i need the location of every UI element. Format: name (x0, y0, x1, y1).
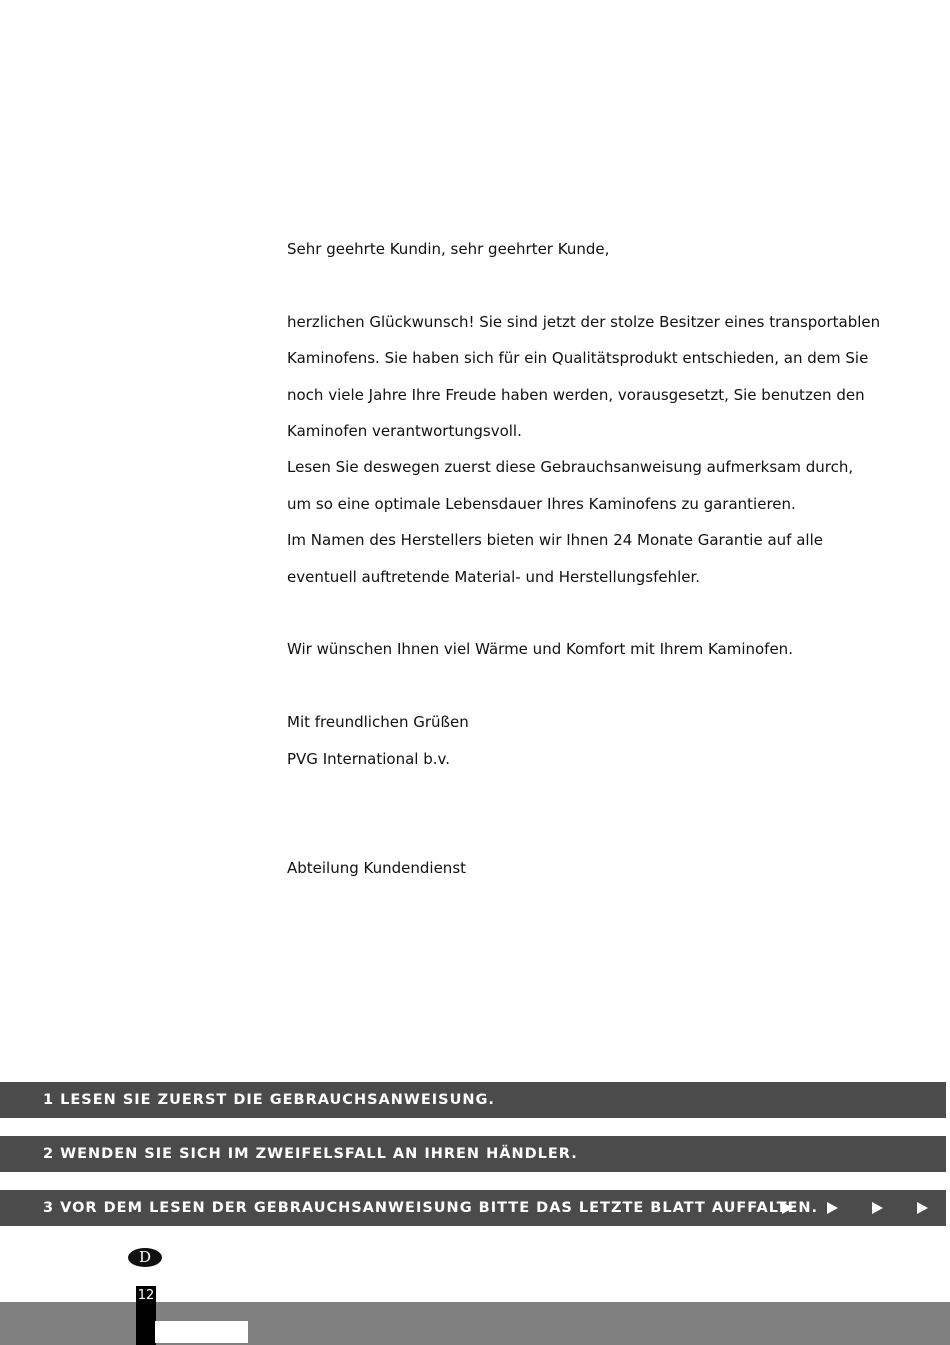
letter-body-line: Lesen Sie deswegen zuerst diese Gebrauchsanweisung aufmerksam durch, (287, 458, 854, 477)
arrow-right-icon (827, 1202, 838, 1214)
spacer (287, 777, 887, 850)
letter-body-line: eventuell auftretende Material- und Herstellungsfehler. (287, 567, 701, 586)
letter-body-line: um so eine optimale Lebensdauer Ihres Kaminofens zu garantieren. (287, 494, 796, 513)
instruction-bar-3 (0, 1190, 946, 1226)
arrow-right-icon (782, 1202, 793, 1214)
arrow-right-icon (872, 1202, 883, 1214)
letter-department: Abteilung Kundendienst (287, 858, 467, 877)
letter-body-line: noch viele Jahre Ihre Freude haben werden, vorausgesetzt, Sie benutzen den (287, 385, 865, 404)
letter-body-line: Kaminofen verantwortungsvoll. (287, 422, 522, 441)
letter-body-line: Im Namen des Herstellers bieten wir Ihnen 24 Monate Garantie auf alle (287, 531, 823, 550)
language-badge: D (128, 1248, 162, 1267)
letter-body-line: Kaminofens. Sie haben sich für ein Qualitätsprodukt entschieden, an dem Sie (287, 349, 869, 368)
letter-company: PVG International b.v. (287, 749, 450, 768)
instruction-bar-2 (0, 1136, 946, 1172)
letter-closing: Mit freundlichen Grüßen (287, 713, 469, 732)
letter-wish: Wir wünschen Ihnen viel Wärme und Komfort mit Ihrem Kaminofen. (287, 640, 793, 659)
letter-body-line: herzlichen Glückwunsch! Sie sind jetzt der stolze Besitzer eines transportablen (287, 312, 881, 331)
footer-tab (155, 1321, 248, 1343)
arrow-right-icon (917, 1202, 928, 1214)
instruction-text: 2 WENDEN SIE SICH IM ZWEIFELSFALL AN IHREN HÄNDLER. (43, 1146, 578, 1162)
letter (287, 231, 887, 886)
spacer (287, 668, 887, 704)
instruction-text: 1 LESEN SIE ZUERST DIE GEBRAUCHSANWEISUNG. (43, 1092, 495, 1108)
spacer (287, 267, 887, 303)
letter-greeting: Sehr geehrte Kundin, sehr geehrter Kunde, (287, 240, 610, 258)
spacer (287, 595, 887, 631)
arrow-group (754, 1190, 928, 1226)
instruction-bar-1 (0, 1082, 946, 1118)
page-number: 12 (137, 1288, 155, 1303)
instruction-text: 3 VOR DEM LESEN DER GEBRAUCHSANWEISUNG BITTE DAS LETZTE BLATT AUFFALTEN. (43, 1200, 819, 1216)
